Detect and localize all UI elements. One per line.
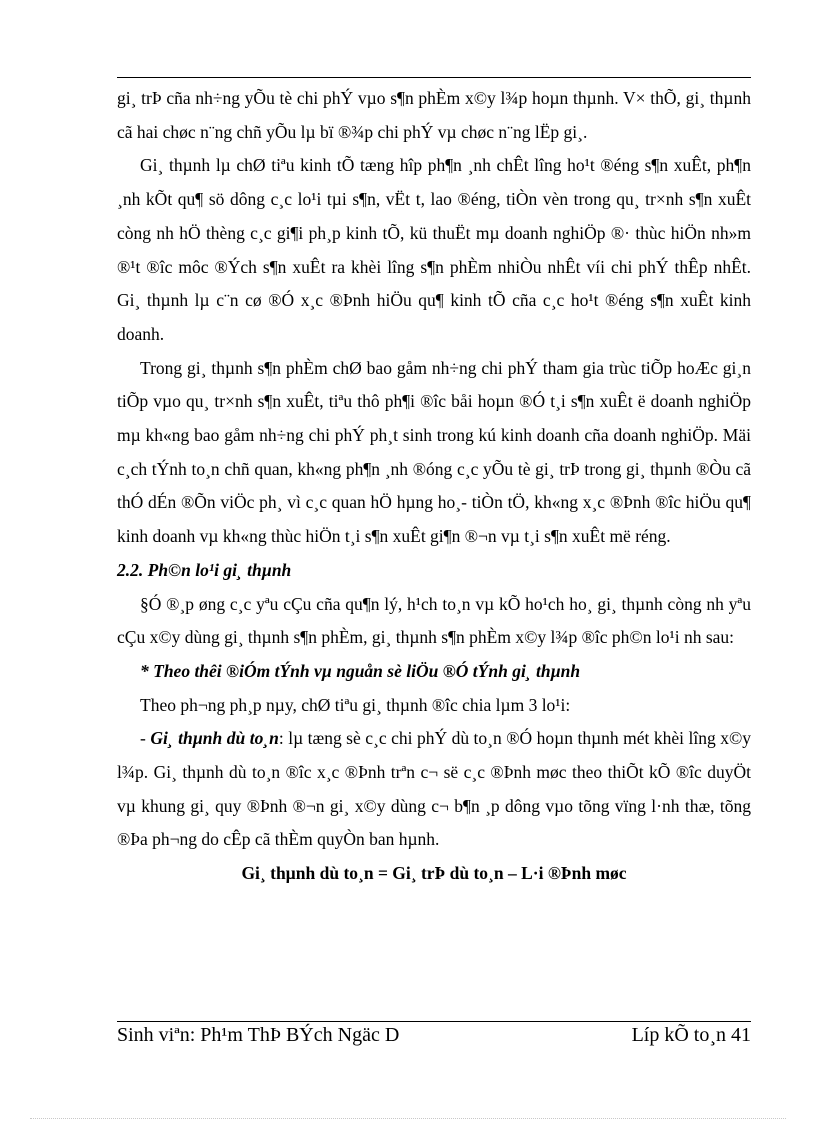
document-body [117,82,751,891]
footer-student-name: Sinh viªn: Ph¹m ThÞ BÝch Ngäc D [117,1024,400,1046]
paragraph-method: Theo ph¬ng ph¸p nµy, chØ tiªu gi¸ thµnh ®îc chia lµm 3 lo¹i: [140,694,571,715]
paragraph-cost-scope: Trong gi¸ thµnh s¶n phÈm chØ bao gåm nh÷ng chi phÝ tham gia trùc tiÕp hoÆc gi¸n tiÕp vµo qu¸ tr×nh s¶n xuÊt, tiªu thô ph¶i ®îc båi hoµn ®Ó t¸i s¶n xuÊt ë doanh nghiÖp mµ kh«ng bao gåm nh÷ng chi phÝ ph¸t sinh trong kú kinh doanh cña doanh nghiÖp. Mäi c¸ch tÝnh to¸n chñ quan, kh«ng ph¶n ¸nh ®óng c¸c yÕu tè gi¸ trÞ trong gi¸ thµnh ®Òu cã thÓ dÉn ®Õn viÖc ph¸ vì c¸c quan hÖ hµng ho¸- tiÒn tÖ, kh«ng x¸c ®Þnh ®îc hiÖu qu¶ kinh doanh vµ kh«ng thùc hiÖn t¸i s¶n xuÊt gi¶n ®¬n vµ t¸i s¶n xuÊt më réng. [117,357,751,547]
bullet-term: Gi¸ thµnh dù to¸n [150,728,279,749]
footer-class-label: Líp kÕ to¸n 41 [631,1024,751,1046]
formula: Gi¸ thµnh dù to¸n = Gi¸ trÞ dù to¸n – L·i ®Þnh møc [241,863,627,884]
subheading-timing: * Theo thêi ®iÓm tÝnh vµ nguån sè liÖu ®Ó tÝnh gi¸ thµnh [140,660,581,681]
header-rule [117,77,751,78]
bullet-text: : lµ tæng sè c¸c chi phÝ dù to¸n ®Ó hoµn thµnh mét khèi lîng x©y l¾p. Gi¸ thµnh dù to¸n ®îc x¸c ®Þnh trªn c¬ së c¸c ®Þnh møc theo thiÕt kÕ ®îc duyÖt vµ khung gi¸ quy ®Þnh ®¬n gi¸ x©y dùng c¬ b¶n ¸p dông vµo tõng vïng l·nh thæ, tõng ®Þa ph¬ng do cÊp cã thÈm quyÒn ban hµnh. [117,728,751,850]
bullet-dash: - [140,728,151,749]
bullet-estimated-cost [117,722,751,857]
paragraph-cost-indicator: Gi¸ thµnh lµ chØ tiªu kinh tÕ tæng hîp ph¶n ¸nh chÊt lîng ho¹t ®éng s¶n xuÊt, ph¶n ¸nh kÕt qu¶ sö dông c¸c lo¹i tµi s¶n, vËt t, lao ®éng, tiÒn vèn trong qu¸ tr×nh s¶n xuÊt còng nh hÖ thèng c¸c gi¶i ph¸p kinh tÕ, kü thuËt mµ doanh nghiÖp ®· thùc hiÖn nh»m ®¹t ®îc môc ®Ých s¶n xuÊt ra khèi lîng s¶n phÈm nhiÒu nhÊt víi chi phÝ thÊp nhÊt. Gi¸ thµnh lµ c¨n cø ®Ó x¸c ®Þnh hiÖu qu¶ kinh tÕ cña c¸c ho¹t ®éng s¶n xuÊt kinh doanh. [117,155,751,344]
footer-rule [117,1021,751,1022]
page-bottom-edge [30,1118,786,1119]
section-heading: 2.2. Ph©n lo¹i gi¸ thµnh [117,559,292,580]
paragraph-classification-intro: §Ó ®¸p øng c¸c yªu cÇu cña qu¶n lý, h¹ch to¸n vµ kÕ ho¹ch ho¸ gi¸ thµnh còng nh yªu cÇu x©y dùng gi¸ thµnh s¶n phÈm, gi¸ thµnh s¶n phÈm x©y l¾p ®îc ph©n lo¹i nh sau: [117,593,751,648]
paragraph-continuation: gi¸ trÞ cña nh÷ng yÕu tè chi phÝ vµo s¶n phÈm x©y l¾p hoµn thµnh. V× thÕ, gi¸ thµnh cã hai chøc n¨ng chñ yÕu lµ bï ®¾p chi phÝ vµ chøc n¨ng lËp gi¸. [117,88,751,142]
